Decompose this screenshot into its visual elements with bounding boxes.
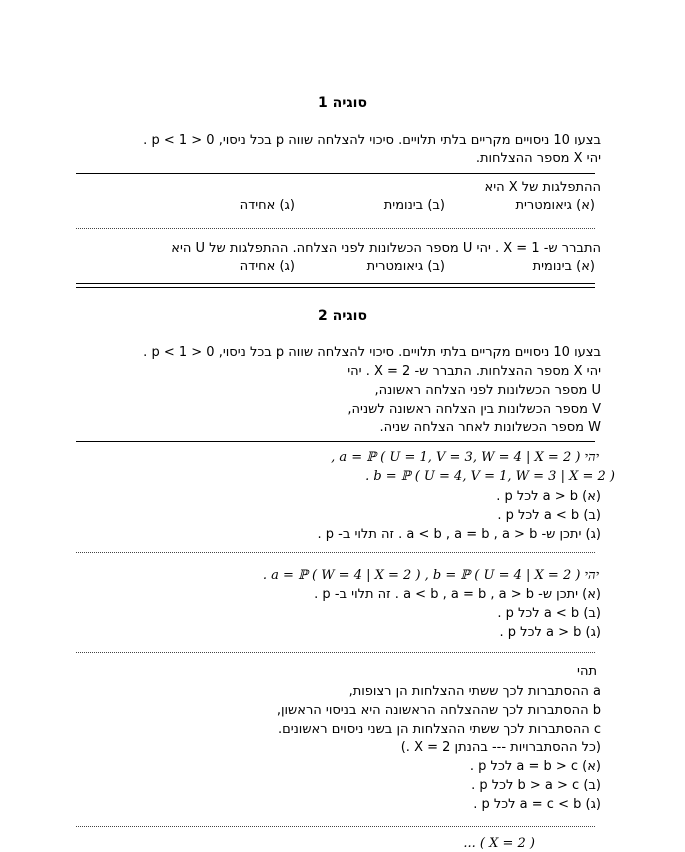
s2-q3-intro: תהי bbox=[577, 664, 597, 679]
divider bbox=[76, 173, 595, 174]
s1-intro-line1: בצעו 10 ניסויים מקריים בלתי תלויים. סיכוי להצלחה שווה p בכל ניסוי, 0 < p < 1 . bbox=[143, 133, 601, 148]
s2-q3-note: (כל ההסתברויות --- בהנתן X = 2 .) bbox=[400, 740, 601, 755]
option-a[interactable]: (א) בינומית bbox=[532, 259, 595, 274]
section-double-rule bbox=[76, 283, 595, 288]
s2-q3-def-b: b ההסתברות לכך שההצלחה הראשונה היא בניסוי הראשון, bbox=[276, 703, 601, 718]
dotted-separator bbox=[76, 826, 595, 827]
s2-intro-line1: בצעו 10 ניסויים מקריים בלתי תלויים. סיכוי להצלחה שווה p בכל ניסוי, 0 < p < 1 . bbox=[143, 345, 601, 360]
s2-last-partial-line: ( X = 2 ) ... bbox=[463, 836, 535, 851]
s2-q2-given: יהי a = ℙ ( W = 4 | X = 2 ) , b = ℙ ( U = 4 | X = 2 ) . bbox=[262, 568, 599, 583]
s2-def-v: V מספר הכשלונות בין הצלחה ראשונה לשניה, bbox=[347, 402, 601, 417]
s2-intro-line2: יהי X מספר ההצלחות. התברר ש- X = 2 . יהי bbox=[347, 364, 601, 379]
dotted-separator bbox=[76, 228, 595, 229]
dotted-separator bbox=[76, 552, 595, 553]
s2-q1-given1: יהי a = ℙ ( U = 1, V = 3, W = 4 | X = 2 ) , bbox=[331, 450, 599, 465]
option-c[interactable]: (ג) אחידה bbox=[239, 259, 295, 274]
s2-q1-given2: b = ℙ ( U = 4, V = 1, W = 3 | X = 2 ) . bbox=[365, 469, 615, 484]
option-b[interactable]: (ב) גיאומטרית bbox=[366, 259, 445, 274]
s2-q1-option-c[interactable]: (ג) יתכן ש- a < b , a = b , a > b . זה תלוי ב- p . bbox=[317, 527, 601, 542]
s2-def-w: W מספר הכשלונות לאחר הצלחה שניה. bbox=[379, 420, 601, 435]
s1-q1-text: ההתפלגות של X היא bbox=[484, 180, 601, 195]
dotted-separator bbox=[76, 652, 595, 653]
s2-q3-option-c[interactable]: (ג) a = c < b לכל p . bbox=[473, 797, 601, 812]
s1-q2-text: התברר ש- X = 1 . יהי U מספר הכשלונות לפני הצלחה. ההתפלגות של U היא bbox=[171, 241, 601, 256]
option-a[interactable]: (א) גיאומטרית bbox=[515, 198, 595, 213]
s2-def-u: U מספר הכשלונות לפני הצלחה ראשונה, bbox=[374, 383, 601, 398]
s2-q3-option-b[interactable]: (ב) b > a > c לכל p . bbox=[471, 778, 601, 793]
section-2-title: סוגיה 2 bbox=[318, 308, 367, 324]
s2-q1-option-a[interactable]: (א) a > b לכל p . bbox=[496, 489, 601, 504]
s1-q1-options bbox=[125, 198, 595, 216]
s1-q2-options bbox=[125, 259, 595, 277]
option-b[interactable]: (ב) בינומית bbox=[383, 198, 445, 213]
s2-q1-option-b[interactable]: (ב) a < b לכל p . bbox=[497, 508, 601, 523]
section-1-title: סוגיה 1 bbox=[318, 95, 367, 111]
option-c[interactable]: (ג) אחידה bbox=[239, 198, 295, 213]
s2-q2-option-a[interactable]: (א) יתכן ש- a < b , a = b , a > b . זה תלוי ב- p . bbox=[314, 587, 601, 602]
divider bbox=[76, 441, 595, 442]
s2-q3-option-a[interactable]: (א) a = b > c לכל p . bbox=[469, 759, 601, 774]
s2-q3-def-a: a ההסתברות לכך ששתי ההצלחות הן רצופות, bbox=[348, 684, 601, 699]
s2-q2-option-c[interactable]: (ג) a > b לכל p . bbox=[499, 625, 601, 640]
s2-q2-option-b[interactable]: (ב) a < b לכל p . bbox=[497, 606, 601, 621]
s2-q3-def-c: c ההסתברות לכך ששתי ההצלחות הן בשני ניסוים ראשונים. bbox=[277, 722, 601, 737]
s1-intro-line2: יהי X מספר ההצלחות. bbox=[475, 151, 601, 166]
